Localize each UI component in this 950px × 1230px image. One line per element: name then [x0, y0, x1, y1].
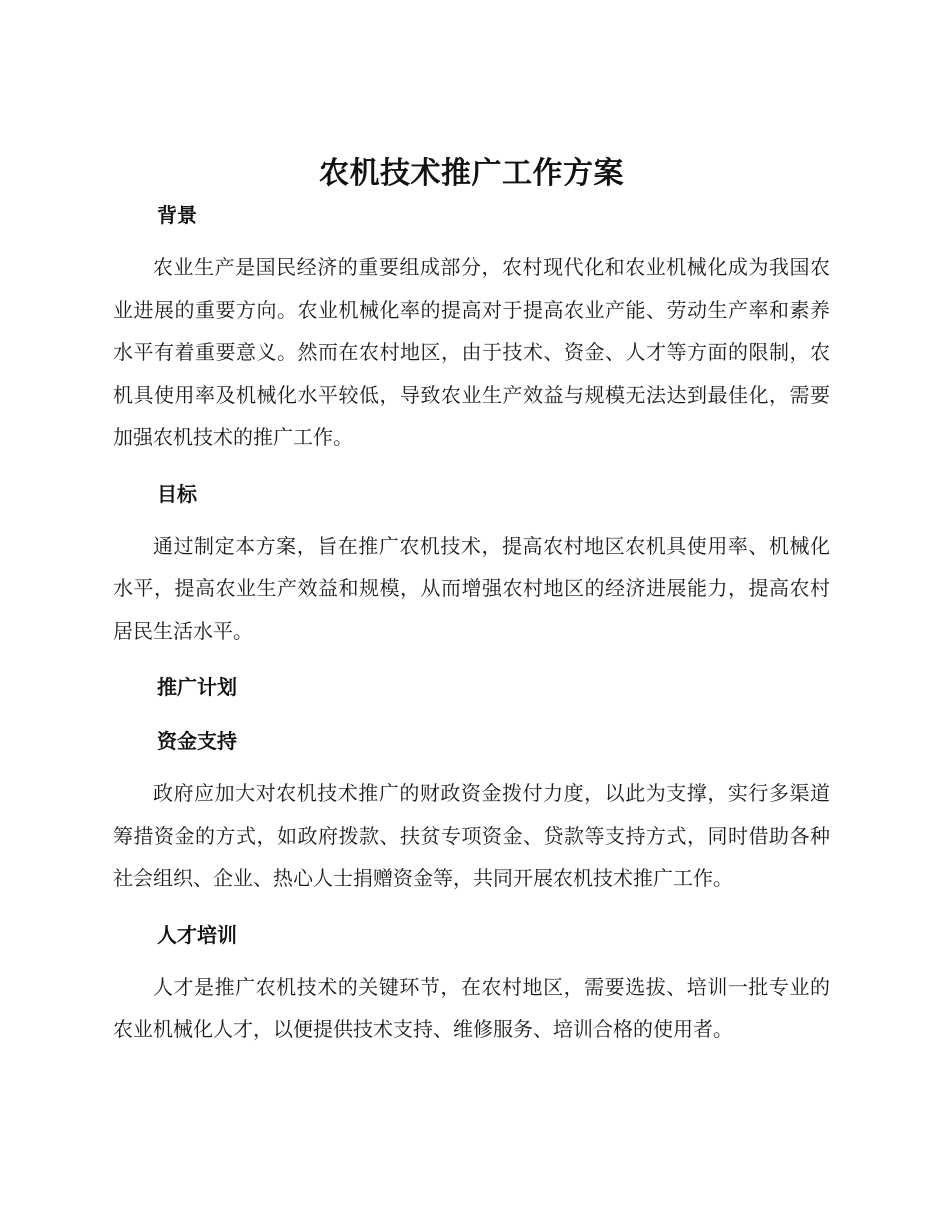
section-heading-funding: 资金支持 — [157, 729, 237, 753]
document-title: 农机技术推广工作方案 — [319, 156, 624, 191]
paragraph-funding: 政府应加大对农机技术推广的财政资金拨付力度，以此为支撑，实行多渠道筹措资金的方式，如政府拨款、扶贫专项资金、贷款等支持方式，同时借助各种社会组织、企业、热心人士捐赠资金等，共同开展农机技术推广工作。 — [113, 781, 830, 890]
paragraph-background: 农业生产是国民经济的重要组成部分，农村现代化和农业机械化成为我国农业进展的重要方向。农业机械化率的提高对于提高农业产能、劳动生产率和素养水平有着重要意义。然而在农村地区，由于技术、资金、人才等方面的限制，农机具使用率及机械化水平较低，导致农业生产效益与规模无法达到最佳化，需要加强农机技术的推广工作。 — [113, 255, 830, 449]
paragraph-training: 人才是推广农机技术的关键环节，在农村地区，需要选拔、培训一批专业的农业机械化人才，以便提供技术支持、维修服务、培训合格的使用者。 — [113, 974, 830, 1041]
document-body — [113, 150, 830, 1051]
section-heading-training: 人才培训 — [157, 922, 237, 947]
section-heading-plan: 推广计划 — [157, 675, 237, 699]
section-heading-goal: 目标 — [157, 481, 197, 506]
section-heading-background: 背景 — [157, 203, 197, 227]
paragraph-goal: 通过制定本方案，旨在推广农机技术，提高农村地区农机具使用率、机械化水平，提高农业生产效益和规模，从而增强农村地区的经济进展能力，提高农村居民生活水平。 — [113, 533, 830, 643]
